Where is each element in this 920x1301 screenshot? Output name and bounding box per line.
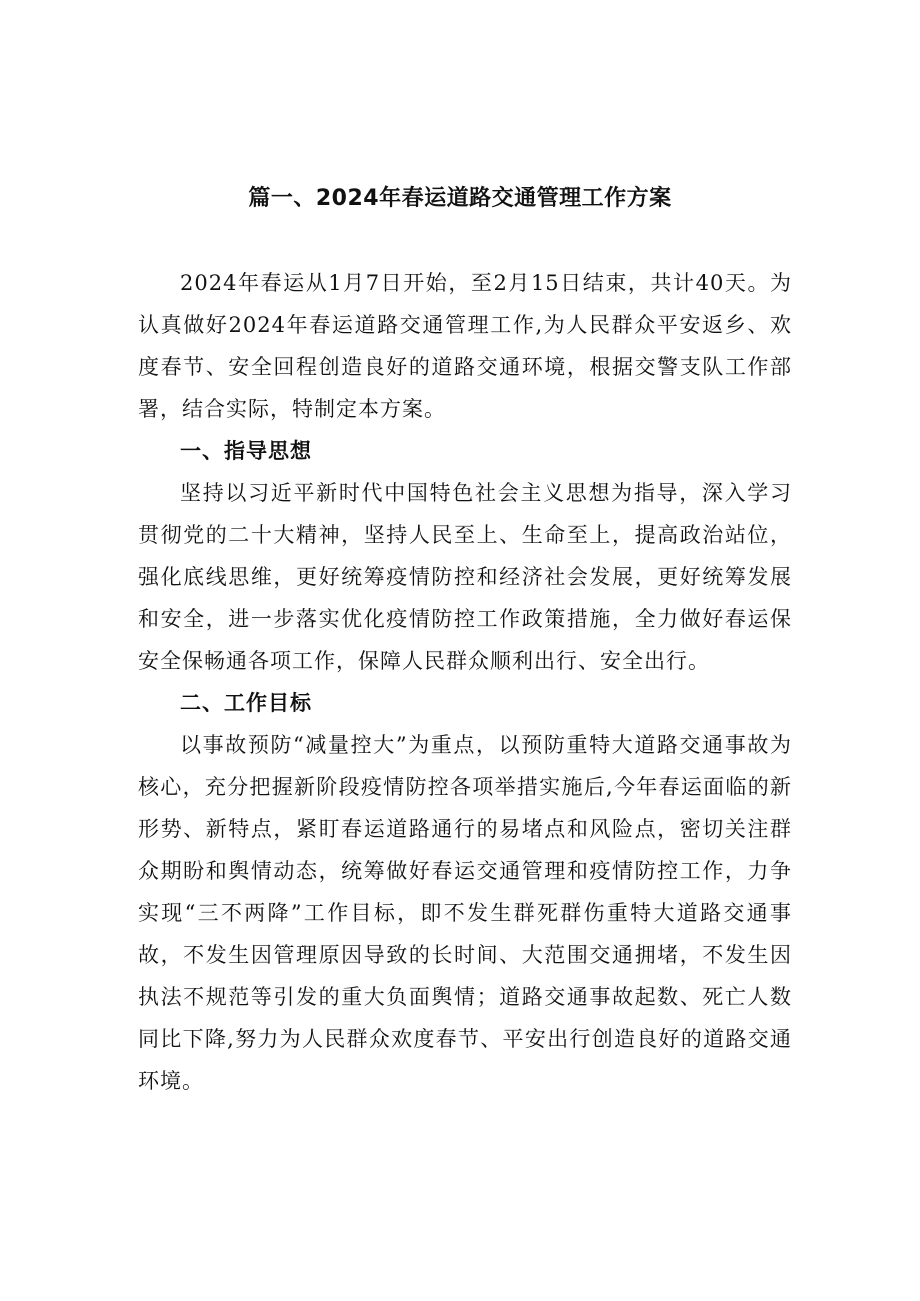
section-heading-work-goals: 二、工作目标 xyxy=(180,691,312,715)
document-title: 篇一、2024年春运道路交通管理工作方案 xyxy=(248,185,672,211)
section-heading-guiding-ideology: 一、指导思想 xyxy=(180,439,312,463)
section-body-guiding-ideology: 坚持以习近平新时代中国特色社会主义思想为指导，深入学习贯彻党的二十大精神，坚持人民至上、生命至上，提高政治站位，强化底线思维，更好统筹疫情防控和经济社会发展，更好统筹发展和安全，进一步落实优化疫情防控工作政策措施，全力做好春运保安全保畅通各项工作，保障人民群众顺利出行、安全出行。 xyxy=(138,481,792,673)
intro-paragraph: 2024年春运从1月7日开始，至2月15日结束，共计40天。为认真做好2024年春运道路交通管理工作,为人民群众平安返乡、欢度春节、安全回程创造良好的道路交通环境，根据交警支队工作部署，结合实际，特制定本方案。 xyxy=(138,271,792,421)
section-body-work-goals: 以事故预防“减量控大”为重点，以预防重特大道路交通事故为核心，充分把握新阶段疫情防控各项举措实施后,今年春运面临的新形势、新特点，紧盯春运道路通行的易堵点和风险点，密切关注群众期盼和舆情动态，统筹做好春运交通管理和疫情防控工作，力争实现“三不两降”工作目标，即不发生群死群伤重特大道路交通事故，不发生因管理原因导致的长时间、大范围交通拥堵，不发生因执法不规范等引发的重大负面舆情；道路交通事故起数、死亡人数同比下降,努力为人民群众欢度春节、平安出行创造良好的道路交通环境。 xyxy=(138,733,792,1093)
document-body xyxy=(138,262,792,1102)
